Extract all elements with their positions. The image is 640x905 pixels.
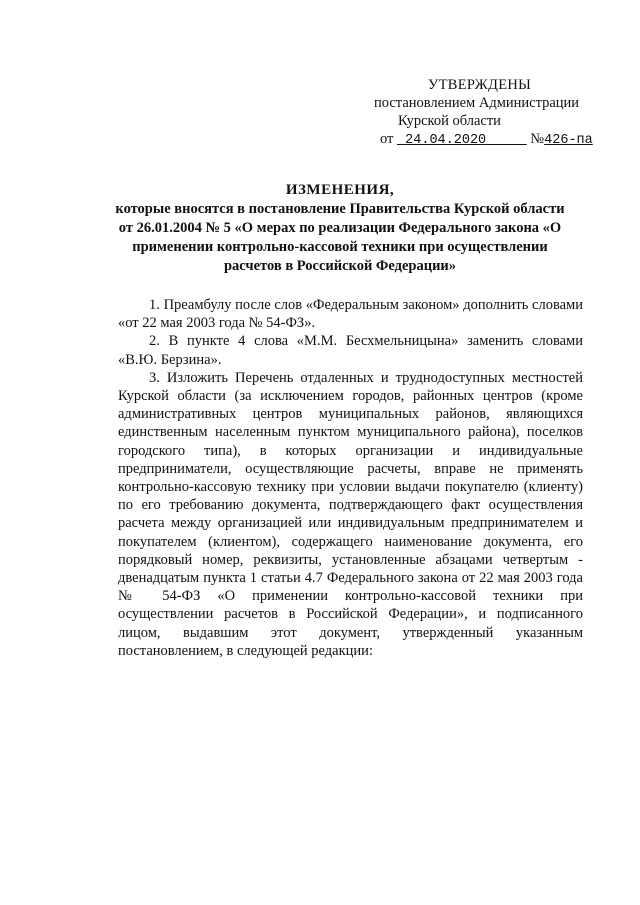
- decree-number: 426-па: [544, 133, 593, 148]
- title-line-4: расчетов в Российской Федерации»: [223, 258, 457, 274]
- decree-date: 24.04.2020: [405, 133, 487, 148]
- document-title-block: [100, 181, 580, 276]
- document-body: [118, 296, 583, 660]
- title-line-3: применении контрольно-кассовой техники при осуществлении: [132, 239, 548, 255]
- document-title: ИЗМЕНЕНИЯ,: [285, 182, 395, 198]
- paragraph-1: 1. Преамбулу после слов «Федеральным законом» дополнить словами «от 22 мая 2003 года № 54-ФЗ».: [118, 297, 583, 332]
- title-line-2: от 26.01.2004 № 5 «О мерах по реализации Федерального закона «О: [118, 220, 562, 236]
- approval-stamp-block: [372, 76, 592, 150]
- approval-date-number-line: [372, 130, 592, 150]
- approval-by-decree: постановлением Администрации: [374, 95, 580, 111]
- approval-region: Курской области: [398, 113, 501, 129]
- paragraph-2: 2. В пункте 4 слова «М.М. Бесхмельницына» заменить словами «В.Ю. Берзина».: [118, 333, 583, 368]
- number-prefix: №: [530, 131, 545, 147]
- approval-heading: УТВЕРЖДЕНЫ: [428, 77, 532, 93]
- paragraph-3: 3. Изложить Перечень отдаленных и труднодоступных местностей Курской области (за исключением городов, районных центров (кроме административных центров муниципальных районов, являющихся единственным населенным пунктом муниципального района), поселков городского типа), в которых организации и индивидуальные предприниматели, осуществляющие расчеты, вправе не применять контрольно-кассовую технику при условии выдачи покупателю (клиенту) по его требованию документа, подтверждающего факт осуществления расчета между организацией или индивидуальным предпринимателем и покупателем (клиентом), содержащего наименование документа, его порядковый номер, реквизиты, установленные абзацами четвертым - двенадцатым пункта 1 статьи 4.7 Федерального закона от 22 мая 2003 года № 54-ФЗ «О применении контрольно-кассовой техники при осуществлении расчетов в Российской Федерации», и подписанного лицом, выдавшим этот документ, утвержденный указанным постановлением, в следующей редакции:: [118, 369, 583, 659]
- title-line-1: которые вносятся в постановление Правительства Курской области: [115, 201, 565, 217]
- date-prefix: от: [380, 131, 394, 147]
